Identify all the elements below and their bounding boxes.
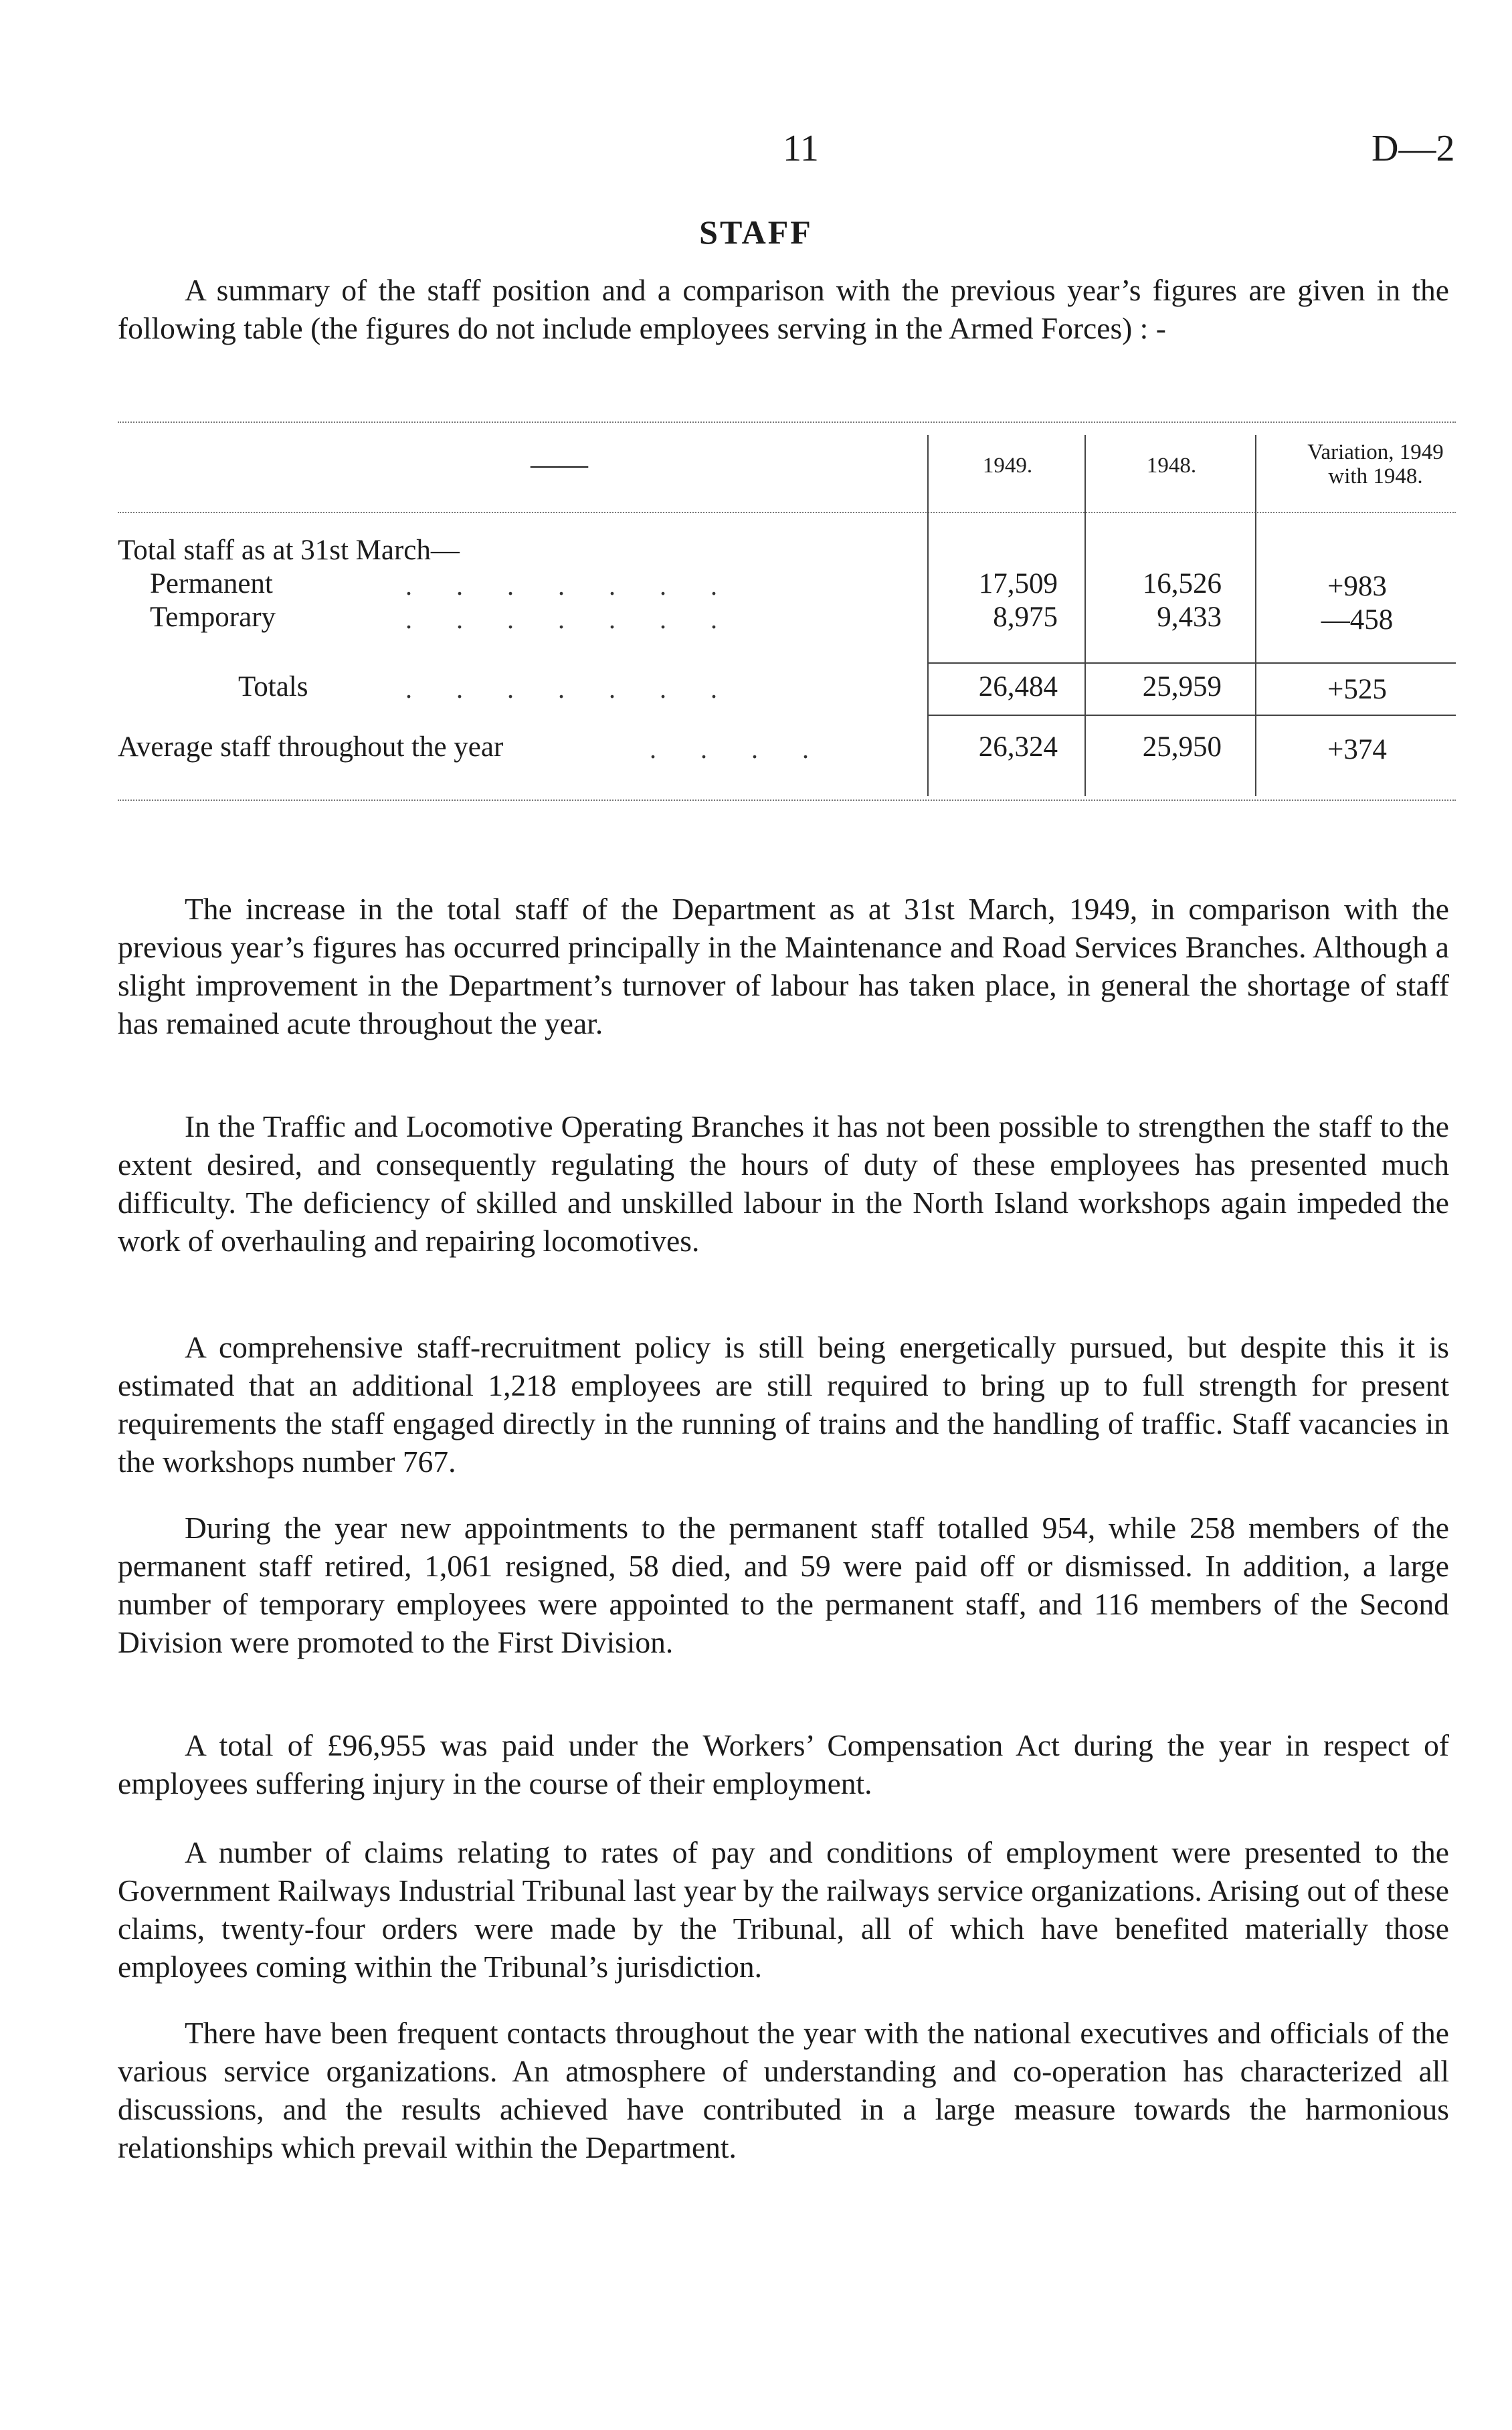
table-cell: 25,959: [1142, 671, 1222, 703]
leader-dots: .......: [405, 604, 761, 634]
body-paragraph: A total of £96,955 was paid under the Workers’ Compensation Act during the year in respect of employees suffering injury in the course of their employment.: [118, 1728, 1449, 1800]
body-paragraph: A number of claims relating to rates of pay and conditions of employment were presented to the Government Railways Industrial Tribunal last year by the railways service organizations. Arising out of these claims, twenty-four orders were made by the Tribunal, all of which have benefited materially those employees coming within the Tribunal’s jurisdiction.: [118, 1835, 1449, 1984]
body-paragraph: A comprehensive staff-recruitment policy is still being energetically pursued, but despite this it is estimated that an additional 1,218 employees are still required to bring up to full strength for present requirements the staff engaged directly in the running of trains and the handling of traffic. Staff vacancies in the workshops number 767.: [118, 1330, 1449, 1479]
row-label-average: Average staff throughout the year: [118, 731, 504, 763]
totals-rule: [927, 715, 1456, 716]
intro-paragraph: A summary of the staff position and a comparison with the previous year’s figures are given in the following table (the figures do not include employees serving in the Armed Forces) : -: [118, 273, 1449, 345]
column-header-1949: 1949.: [982, 454, 1033, 478]
row-label-totals: Totals: [238, 671, 308, 703]
table-cell: 26,484: [978, 671, 1058, 703]
table-cell: 8,975: [993, 601, 1058, 633]
table-cell: 26,324: [978, 731, 1058, 763]
table-cell: 25,950: [1142, 731, 1222, 763]
column-header-variation: Variation, 1949 with 1948.: [1307, 440, 1444, 488]
section-heading: STAFF: [699, 213, 813, 251]
stub-header: ——: [531, 449, 588, 480]
table-top-rule: [118, 422, 1456, 423]
document-code: D—2: [1372, 128, 1455, 169]
table-cell: 16,526: [1142, 568, 1222, 599]
table-bottom-rule: [118, 800, 1456, 801]
table-cell: +374: [1327, 734, 1387, 765]
column-divider: [1255, 435, 1256, 796]
leader-dots: .......: [405, 571, 761, 601]
staff-table: [118, 422, 1456, 810]
row-label-permanent: Permanent: [150, 568, 273, 599]
body-paragraph: There have been frequent contacts throughout the year with the national executives and officials of the various service organizations. An atmosphere of understanding and co-operation has characterized all discussions, and the results achieved have contributed in a large measure towards the harmonious relationships which prevail within the Department.: [118, 2016, 1449, 2164]
table-cell: 9,433: [1157, 601, 1222, 633]
table-cell: —458: [1321, 604, 1394, 636]
group-label: Total staff as at 31st March—: [118, 535, 460, 566]
column-divider: [1084, 435, 1086, 796]
table-cell: +983: [1327, 571, 1387, 602]
body-paragraph: The increase in the total staff of the Department as at 31st March, 1949, in comparison with the previous year’s figures has occurred principally in the Maintenance and Road Services Branches. Although a slight improvement in the Department’s turnover of labour has taken place, in general the shortage of staff has remained acute throughout the year.: [118, 892, 1449, 1040]
subtotal-rule: [927, 662, 1456, 664]
body-paragraph: During the year new appointments to the permanent staff totalled 954, while 258 members of the permanent staff retired, 1,061 resigned, 58 died, and 59 were paid off or dismissed. In addition, a large number of temporary employees were appointed to the permanent staff, and 116 members of the Second Division were promoted to the First Division.: [118, 1511, 1449, 1659]
column-divider: [927, 435, 929, 796]
page-number: 11: [783, 128, 819, 169]
body-paragraph: In the Traffic and Locomotive Operating Branches it has not been possible to strengthen the staff to the extent desired, and consequently regulating the hours of duty of these employees has presented much difficulty. The deficiency of skilled and unskilled labour in the North Island workshops again impeded the work of overhauling and repairing locomotives.: [118, 1109, 1449, 1258]
table-cell: 17,509: [978, 568, 1058, 599]
leader-dots: ....: [650, 734, 853, 764]
leader-dots: .......: [405, 674, 761, 704]
column-header-1948: 1948.: [1146, 454, 1197, 478]
table-cell: +525: [1327, 674, 1387, 705]
row-label-temporary: Temporary: [150, 601, 276, 633]
